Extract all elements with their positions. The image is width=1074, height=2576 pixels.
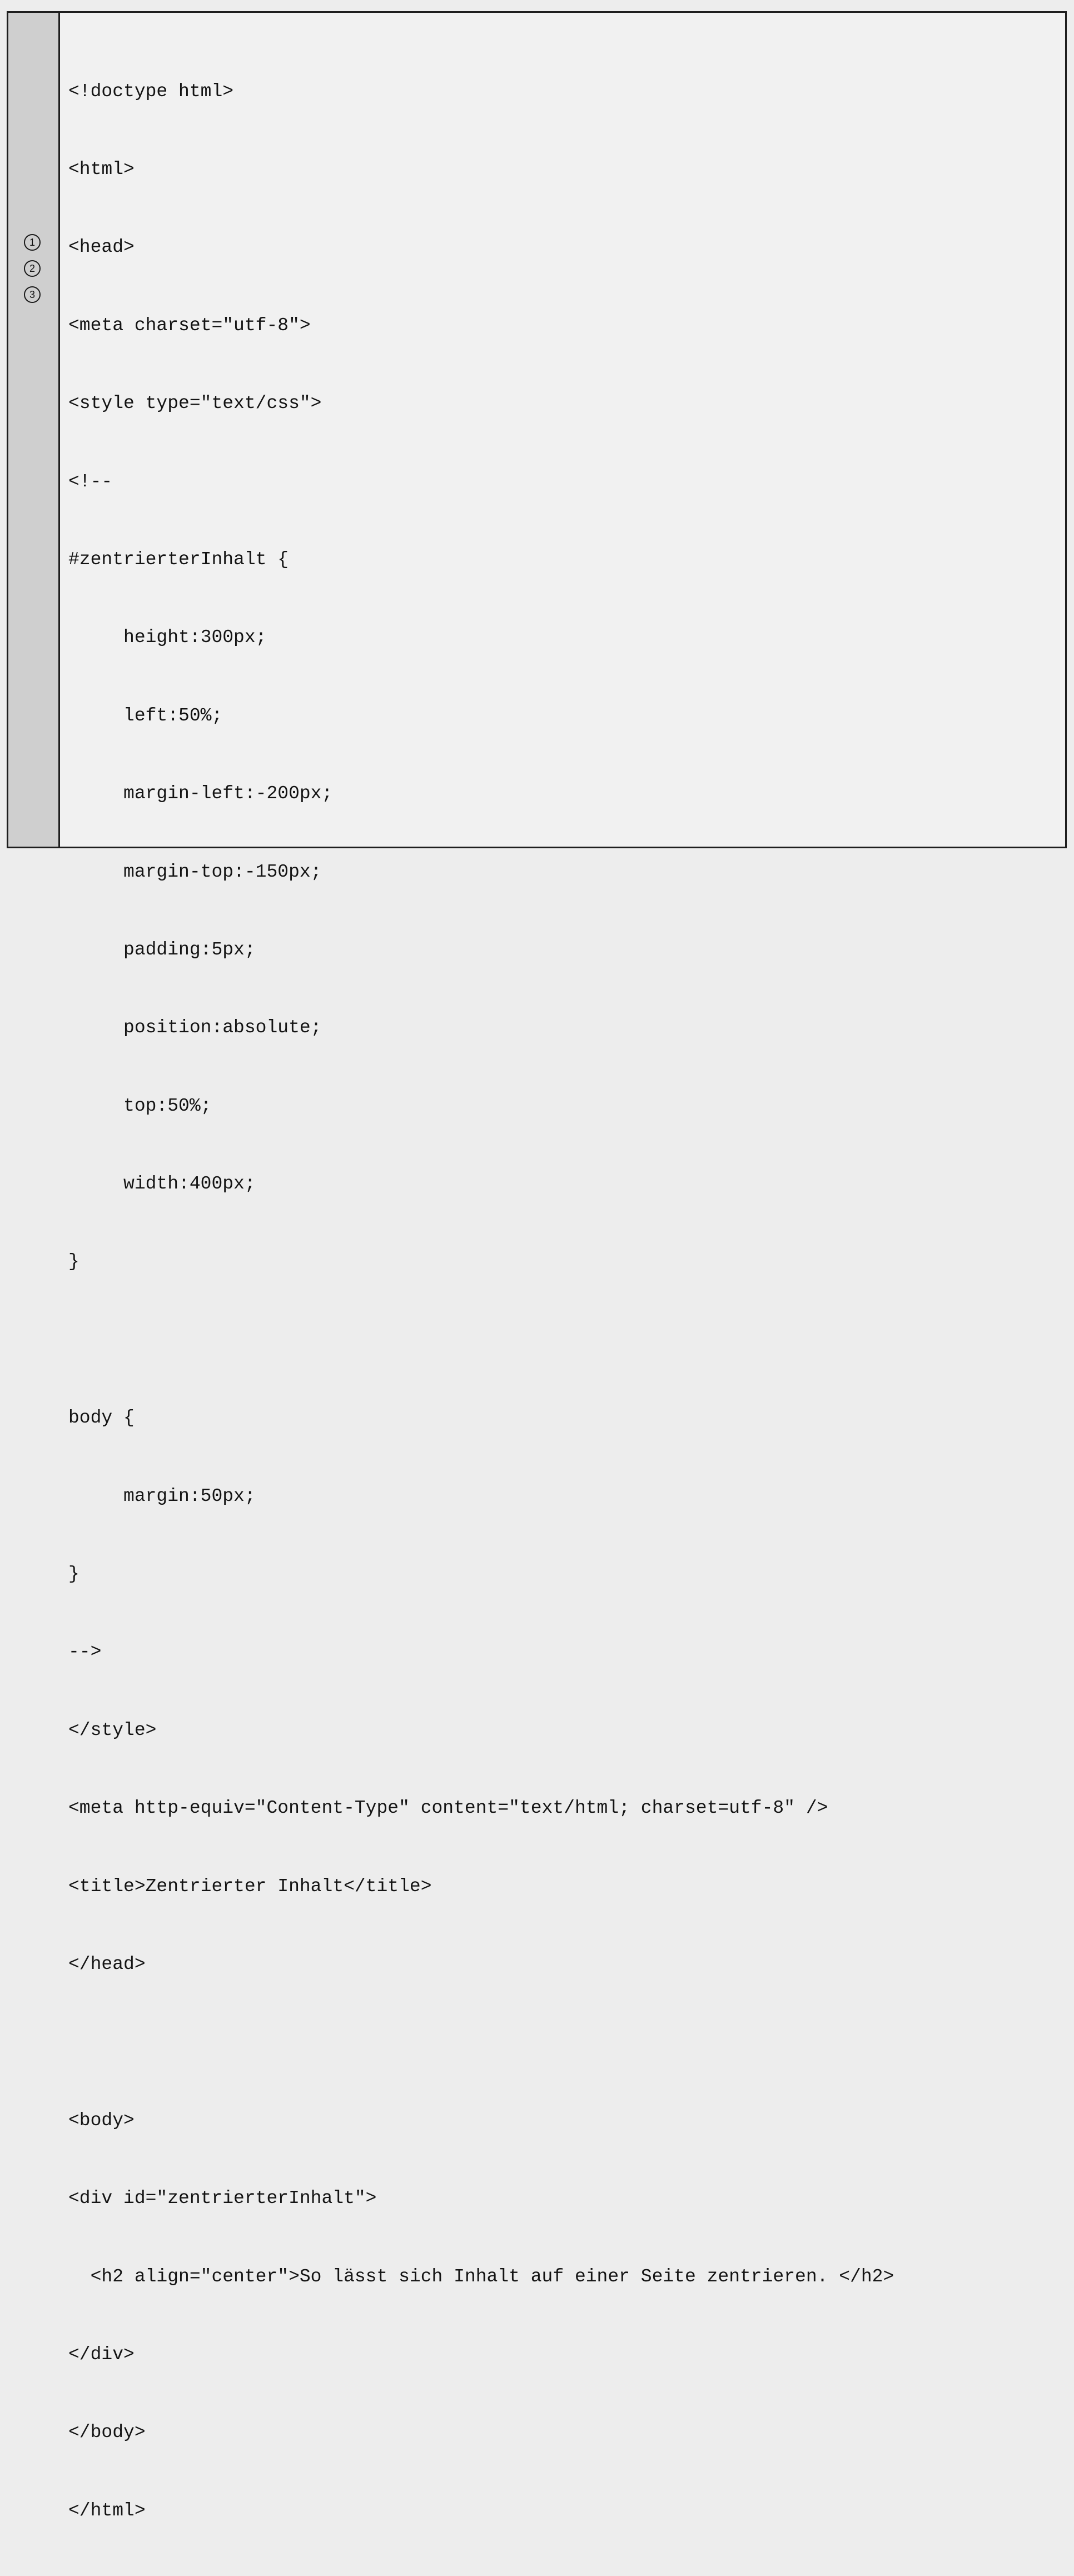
code-line [68,2030,1065,2056]
code-line: <html> [68,158,135,180]
code-line: <body> [68,2110,135,2131]
code-line [68,1327,1065,1354]
code-line: <head> [68,237,135,258]
code-line: #zentrierterInhalt { [68,549,289,570]
code-block [60,13,1065,2521]
code-line: <title>Zentrierter Inhalt</title> [68,1876,432,1897]
code-line: width:400px; [68,1173,256,1195]
code-line: </head> [68,1953,146,1975]
marker-2-icon [24,260,41,277]
line-marker-gutter [8,13,60,847]
code-line: margin-left:-200px; [68,783,333,804]
code-line: } [68,1251,79,1272]
code-line: top:50%; [68,1095,212,1116]
marker-1-icon [24,234,41,251]
marker-2-label: 2 [29,263,35,274]
code-line: <style type="text/css"> [68,393,322,414]
code-line: <meta charset="utf-8"> [68,315,311,336]
marker-3-icon [24,286,41,303]
code-line: </body> [68,2422,146,2443]
marker-1-label: 1 [29,237,35,248]
code-line: <h2 align="center">So lässt sich Inhalt auf einer Seite zentrieren. </h2> [68,2266,894,2287]
code-line: margin-top:-150px; [68,861,322,882]
code-line: } [68,1564,79,1585]
code-line: </div> [68,2344,135,2365]
code-line: <!-- [68,471,113,492]
code-line: margin:50px; [68,1485,256,1506]
marker-3-label: 3 [29,289,35,300]
code-line: </html> [68,2500,146,2521]
code-line: <!doctype html> [68,81,234,102]
code-line: --> [68,1642,102,1663]
code-listing-frame [7,11,1067,2521]
code-line: </style> [68,1719,157,1740]
code-line: body { [68,1408,135,1429]
code-line: <meta http-equiv="Content-Type" content="text/html; charset=utf-8" /> [68,1798,828,1819]
code-line: height:300px; [68,627,267,648]
code-line: padding:5px; [68,939,256,960]
code-line: left:50%; [68,705,223,726]
code-line: position:absolute; [68,1017,322,1038]
code-line: <div id="zentrierterInhalt"> [68,2188,377,2209]
